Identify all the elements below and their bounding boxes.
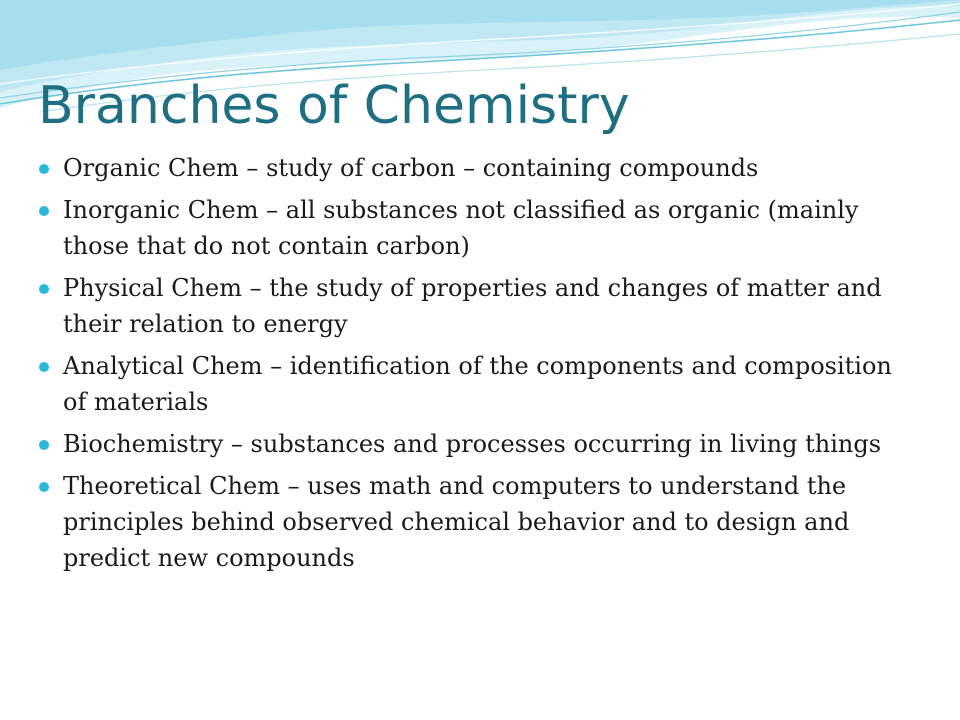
bullet-icon <box>39 482 49 492</box>
bullet-icon <box>39 440 49 450</box>
bullet-text: Theoretical Chem – uses math and computers to understand the principles behind observed chemical behavior and to design and predict new compounds <box>63 472 850 572</box>
bullet-icon <box>39 362 49 372</box>
bullet-list <box>36 150 916 582</box>
bullet-item-physical <box>36 270 916 342</box>
bullet-item-analytical <box>36 348 916 420</box>
slide-title: Branches of Chemistry <box>38 76 630 136</box>
bullet-text: Physical Chem – the study of properties and changes of matter and their relation to energy <box>63 274 882 338</box>
bullet-icon <box>39 284 49 294</box>
bullet-item-theoretical <box>36 468 916 576</box>
bullet-text: Analytical Chem – identification of the components and composition of materials <box>63 352 892 416</box>
bullet-text: Biochemistry – substances and processes occurring in living things <box>63 430 882 458</box>
bullet-text: Inorganic Chem – all substances not classified as organic (mainly those that do not contain carbon) <box>63 196 859 260</box>
bullet-icon <box>39 206 49 216</box>
bullet-item-organic <box>36 150 916 186</box>
bullet-text: Organic Chem – study of carbon – containing compounds <box>63 154 759 182</box>
bullet-item-inorganic <box>36 192 916 264</box>
bullet-item-biochemistry <box>36 426 916 462</box>
bullet-icon <box>39 164 49 174</box>
